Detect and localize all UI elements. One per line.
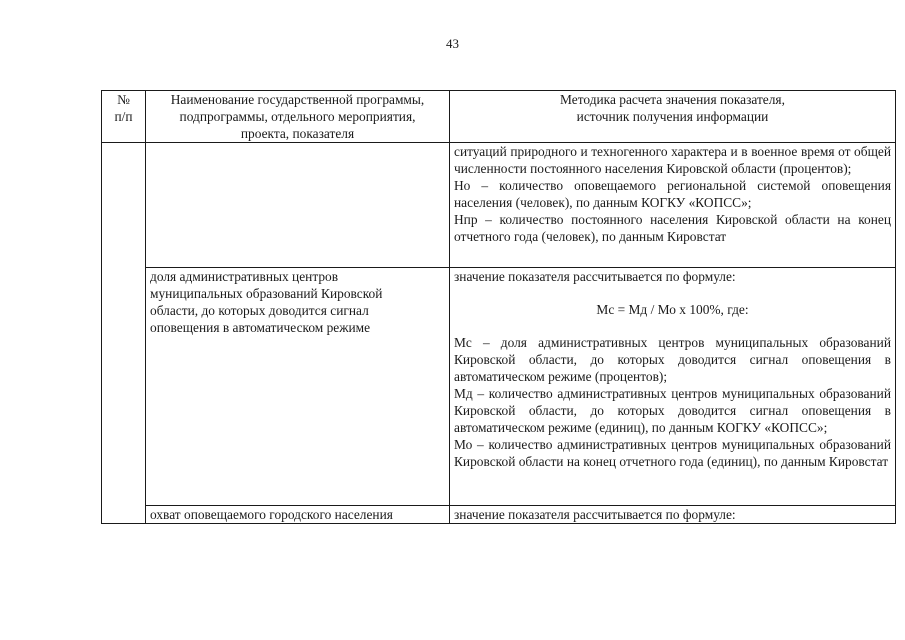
header-num: № п/п — [102, 91, 146, 143]
table-header-row — [102, 91, 896, 143]
page-number: 43 — [446, 36, 459, 51]
header-method: Методика расчета значения показателя, источник получения информации — [450, 91, 896, 143]
header-name: Наименование государственной программы, подпрограммы, отдельного мероприятия, проекта, показателя — [146, 91, 450, 143]
table-row — [102, 143, 896, 268]
row-number-cell — [102, 143, 146, 524]
method-paragraph: Мс – доля административных центров муниципальных образований Кировской области, до которых доводится сигнал оповещения в автоматическом режиме (процентов); — [454, 335, 891, 384]
indicator-name-cell: доля административных центров муниципальных образований Кировской области, до которых доводится сигнал оповещения в автоматическом режиме — [146, 268, 450, 506]
method-cell — [450, 268, 896, 506]
method-cell: значение показателя рассчитывается по формуле: — [450, 506, 896, 524]
method-paragraph: Мд – количество административных центров муниципальных образований Кировской области, до которых доводится сигнал оповещения в автоматическом режиме (единиц), по данным КОГКУ «КОПСС»; — [454, 386, 891, 435]
table-row — [102, 268, 896, 506]
indicator-table — [101, 90, 896, 524]
method-paragraph: ситуаций природного и техногенного характера и в военное время от общей численности постоянного населения Кировской области (процентов); — [454, 144, 891, 176]
method-paragraph: Мо – количество административных центров муниципальных образований Кировской области на конец отчетного года (единиц), по данным Кировстат — [454, 437, 891, 469]
indicator-name-cell: охват оповещаемого городского населения — [146, 506, 450, 524]
table-row — [102, 506, 896, 524]
method-paragraph: Но – количество оповещаемого региональной системой оповещения населения (человек), по данным КОГКУ «КОПСС»; — [454, 178, 891, 210]
method-intro: значение показателя рассчитывается по формуле: — [454, 269, 736, 284]
method-cell — [450, 143, 896, 268]
indicator-name-cell — [146, 143, 450, 268]
method-paragraph: Нпр – количество постоянного населения Кировской области на конец отчетного года (человек), по данным Кировстат — [454, 212, 891, 244]
formula: Мс = Мд / Мо х 100%, где: — [596, 302, 749, 317]
